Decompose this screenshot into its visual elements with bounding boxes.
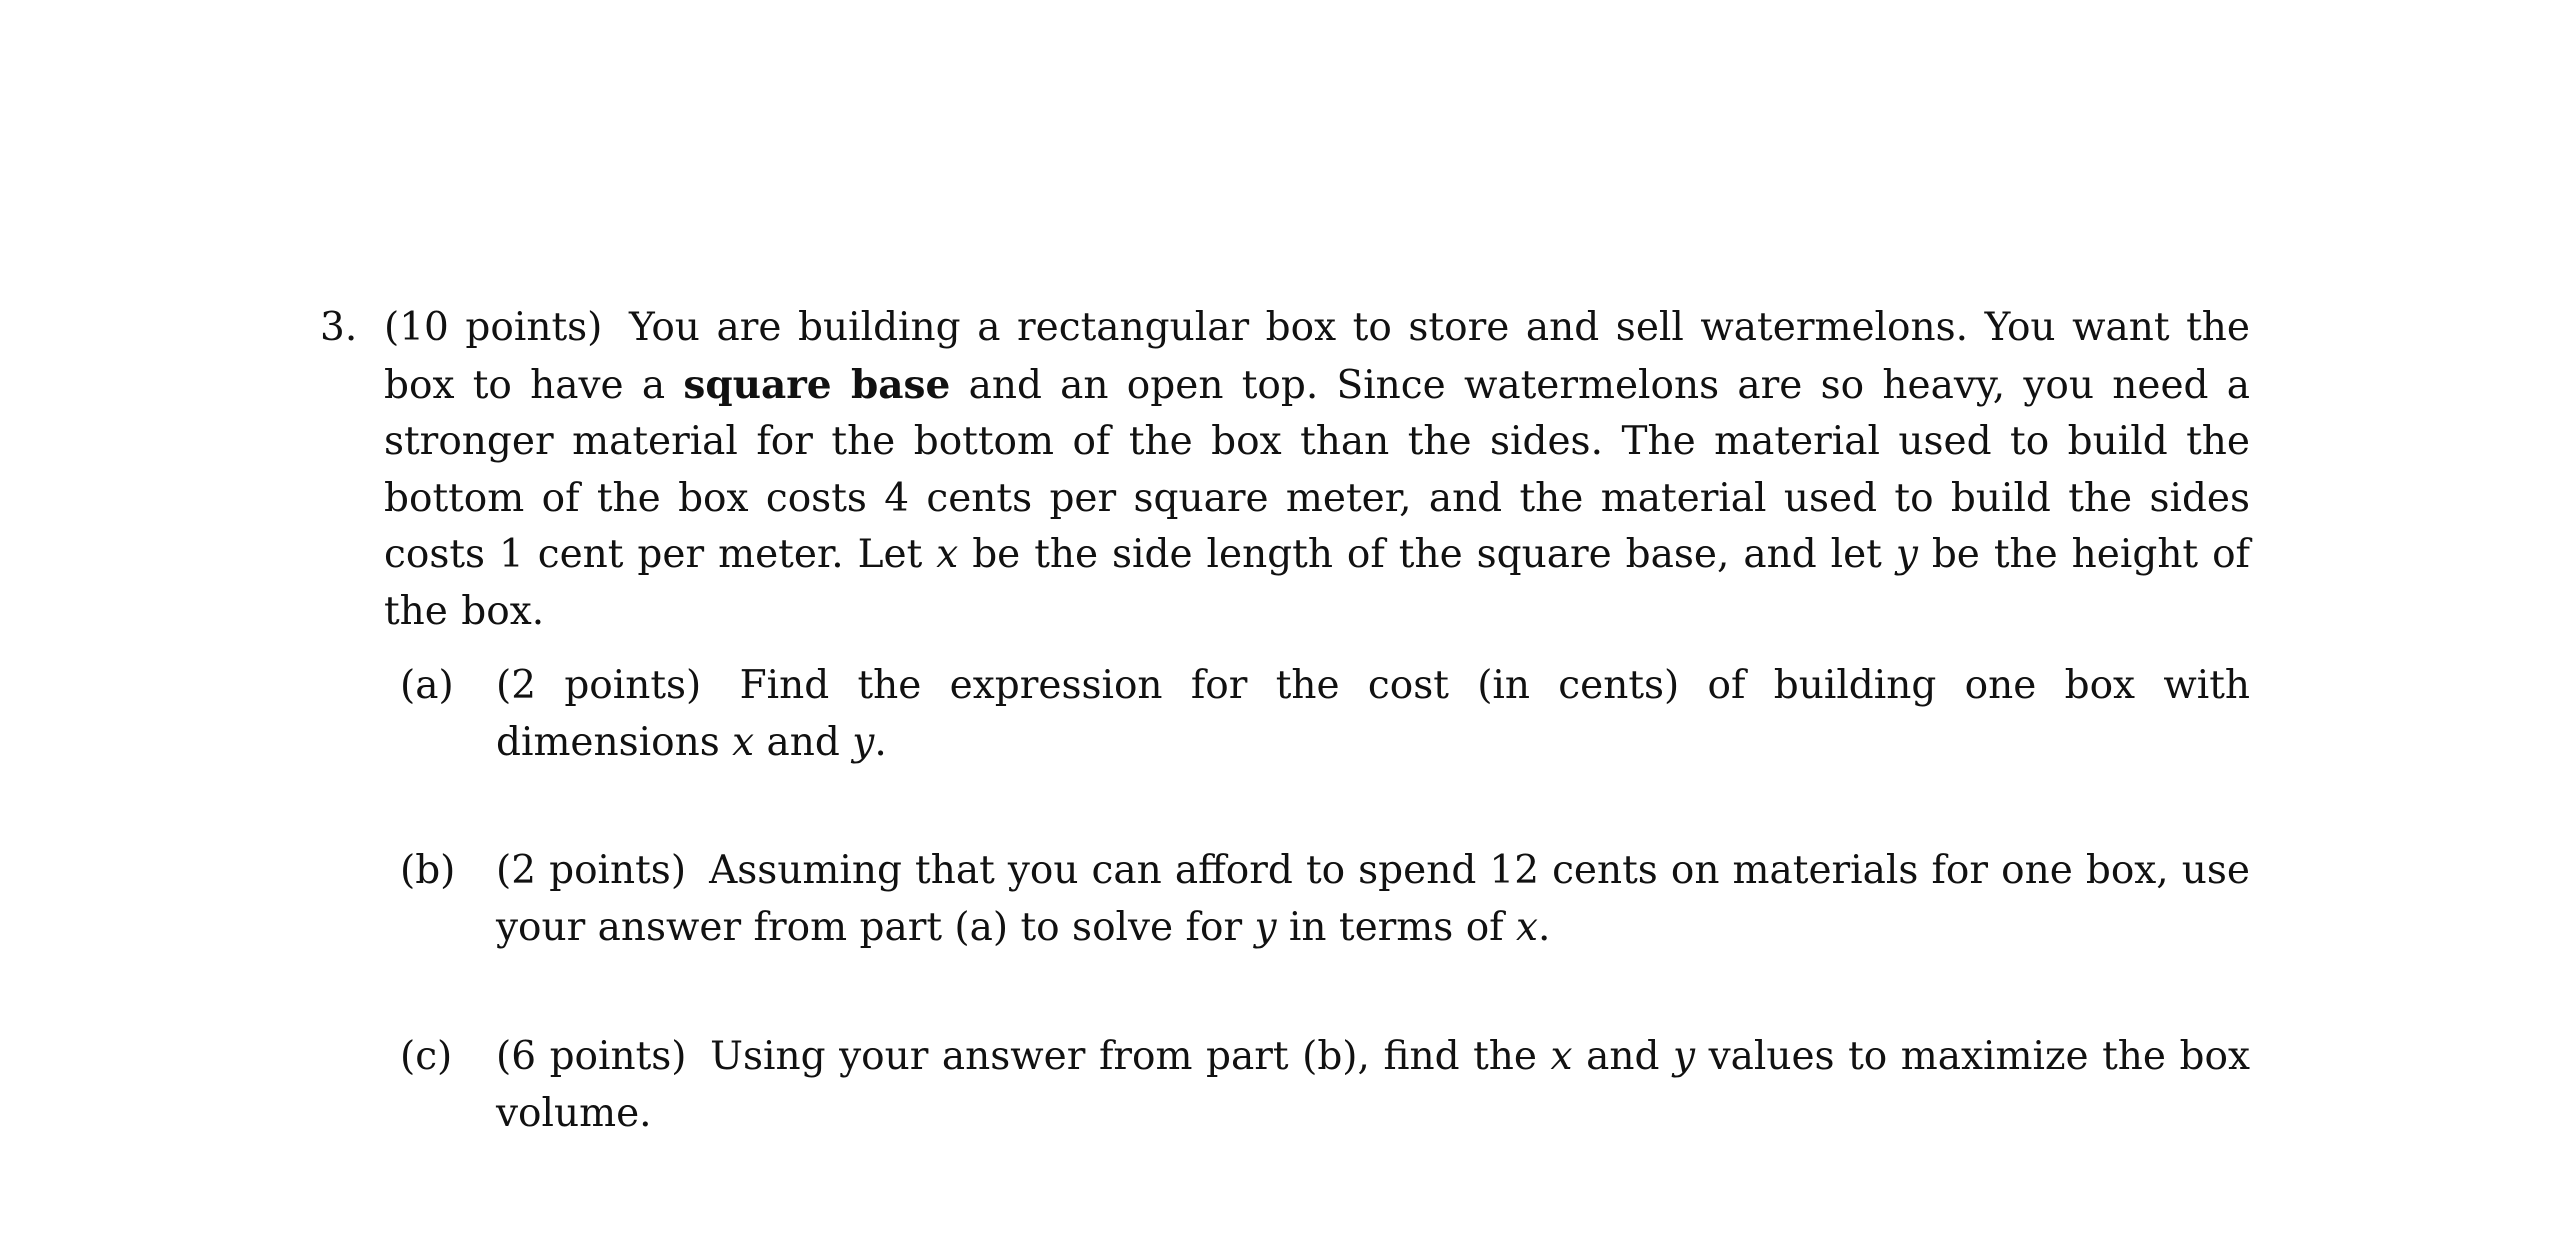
- stem-text-4: be the height of the box.: [384, 532, 2250, 634]
- part-c-text-3: values to maximize the box volume.: [496, 1034, 2250, 1136]
- part-c: [400, 1029, 2250, 1142]
- part-a-text-1: Find the expression for the cost (in cents) of building one box with dimensions: [496, 663, 2250, 765]
- stem-bold-phrase: square base: [683, 361, 951, 408]
- part-b-text-1: Assuming that you can afford to spend 12 cents on materials for one box, use your answer from part (a) to solve for: [496, 848, 2250, 950]
- part-a-points: (2 points): [496, 663, 702, 708]
- part-c-var-y: y: [1672, 1034, 1696, 1079]
- part-a-var-x: x: [732, 719, 755, 765]
- part-b-points: (2 points): [496, 848, 687, 893]
- part-b-text-2: in terms of: [1276, 904, 1517, 950]
- stem-text-1: You are building a rectangular box to store and sell watermelons. You want the box to have a: [384, 305, 2250, 408]
- part-c-points: (6 points): [496, 1034, 687, 1079]
- part-c-text-2: and: [1572, 1034, 1673, 1079]
- part-a-var-y: y: [852, 719, 875, 765]
- part-b: [400, 843, 2250, 956]
- problem-3: [320, 300, 2250, 1142]
- part-a-label: (a): [400, 663, 454, 708]
- problem-parts: [400, 658, 2250, 1142]
- stem-text-2: and an open top. Since watermelons are so heavy, you need a stronger material for the bottom of the box than the sides. The material used to build the bottom of the box costs 4 cents per square meter, and the material used to build the sides costs 1 cent per meter. Let: [384, 362, 2250, 577]
- part-c-text-1: Using your answer from part (b), find the: [710, 1034, 1551, 1079]
- part-b-label: (b): [400, 848, 456, 893]
- part-b-text-3: .: [1538, 904, 1551, 950]
- part-b-var-x: x: [1516, 904, 1539, 950]
- stem-text-3: be the side length of the square base, and let: [958, 532, 1896, 577]
- part-b-var-y: y: [1254, 904, 1277, 950]
- part-a-text-2: and: [754, 719, 853, 765]
- part-a: [400, 658, 2250, 771]
- stem-var-y: y: [1895, 532, 1918, 577]
- problem-points: (10 points): [384, 305, 603, 350]
- part-c-label: (c): [400, 1034, 453, 1079]
- stem-var-x: x: [936, 532, 959, 577]
- part-c-var-x: x: [1550, 1034, 1573, 1079]
- problem-number: 3.: [320, 305, 358, 350]
- part-a-text-3: .: [874, 719, 887, 765]
- problem-stem: [384, 300, 2250, 640]
